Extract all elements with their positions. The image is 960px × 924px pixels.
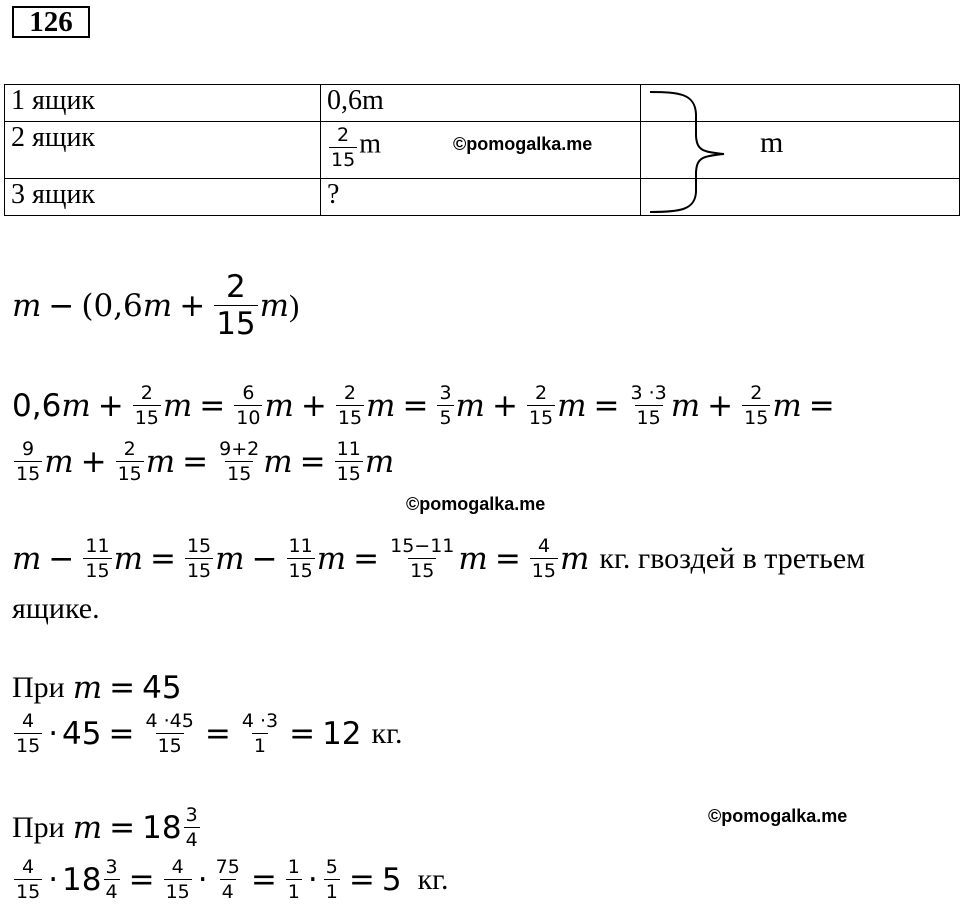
- denominator: 15: [85, 560, 110, 582]
- numerator: 4: [537, 535, 550, 557]
- var-m: m: [113, 541, 143, 577]
- numerator: 4: [22, 710, 35, 732]
- fraction: [217, 440, 261, 484]
- fraction: [164, 858, 192, 902]
- equals-sign: =: [250, 862, 277, 898]
- equals-sign: =: [199, 388, 226, 424]
- var-m: m: [61, 388, 91, 424]
- numerator: 3 ·3: [630, 382, 667, 404]
- table-cell-label: 3 ящик: [5, 179, 321, 216]
- denominator: 15: [16, 463, 41, 485]
- fraction: [214, 858, 242, 902]
- fraction: [143, 712, 195, 756]
- fraction: [234, 384, 262, 428]
- numerator: 9+2: [219, 438, 260, 460]
- calc-line-2: [12, 440, 394, 484]
- whole-part: 18: [62, 862, 102, 898]
- numerator: 75: [215, 856, 240, 878]
- table-cell-value: ?: [321, 179, 641, 216]
- fraction: [335, 440, 363, 484]
- fraction: [336, 384, 364, 428]
- case-label: При: [12, 671, 65, 704]
- var-m: m: [44, 444, 74, 480]
- minus-sign: −: [48, 288, 75, 324]
- numerator: 4: [22, 856, 35, 878]
- table-row: [5, 122, 960, 179]
- equals-sign: =: [289, 716, 316, 752]
- denominator: 15: [531, 560, 556, 582]
- equals-sign: =: [299, 444, 326, 480]
- table-cell-label: 1 ящик: [5, 85, 321, 122]
- var-m: m: [458, 541, 488, 577]
- numerator: 3: [185, 804, 198, 826]
- problem-number: 126: [12, 6, 90, 38]
- equals-sign: =: [109, 810, 136, 846]
- fraction: [14, 712, 42, 756]
- value-suffix: m: [359, 128, 381, 160]
- dot-sign: ·: [48, 862, 59, 898]
- numerator: 11: [288, 535, 313, 557]
- equals-sign: =: [109, 670, 136, 706]
- table-cell-label: 2 ящик: [5, 122, 321, 179]
- fraction: [14, 440, 42, 484]
- result-text-continued: ящике.: [12, 592, 100, 625]
- var-m: m: [12, 541, 42, 577]
- numerator: 3: [105, 856, 118, 878]
- denominator: 15: [288, 560, 313, 582]
- numerator: 15: [186, 535, 212, 557]
- var-m: m: [772, 388, 802, 424]
- table-row: [5, 179, 960, 216]
- numerator: 6: [242, 382, 255, 404]
- denominator: 5: [439, 407, 452, 429]
- unit: кг.: [417, 863, 449, 896]
- numerator: 4 ·3: [241, 710, 279, 732]
- table-cell-empty: [641, 179, 960, 216]
- var-m: m: [72, 810, 103, 846]
- var-m: m: [162, 388, 193, 424]
- table-cell-empty: [641, 85, 960, 122]
- case2-condition: [12, 806, 202, 850]
- result-line: [12, 537, 865, 581]
- denominator: 15: [16, 735, 41, 757]
- denominator: 10: [236, 407, 261, 429]
- case1-calc: [12, 712, 403, 756]
- denominator: 15: [636, 407, 661, 429]
- term: 0,6: [12, 388, 62, 424]
- denominator: 4: [221, 881, 234, 903]
- plus-sign: +: [97, 388, 124, 424]
- case2-calc: [12, 858, 449, 902]
- fraction: [388, 537, 456, 581]
- mixed-number: [62, 858, 122, 902]
- numerator: 11: [85, 535, 110, 557]
- minus-sign: −: [48, 541, 75, 577]
- value: 45: [142, 670, 182, 706]
- var-m: m: [259, 288, 290, 324]
- numerator: 2: [750, 382, 763, 404]
- table-cell-value: 0,6m: [321, 85, 641, 122]
- watermark: ©pomogalka.me: [708, 806, 848, 826]
- equals-sign: =: [204, 716, 231, 752]
- var-m: m: [72, 670, 103, 706]
- denominator: 15: [337, 407, 363, 429]
- numerator: 3: [439, 382, 452, 404]
- denominator: 15: [16, 881, 41, 903]
- fraction: [116, 440, 144, 484]
- fraction: [83, 537, 111, 581]
- equals-sign: =: [182, 444, 209, 480]
- case-label: При: [12, 811, 65, 844]
- numerator: 2: [343, 382, 356, 404]
- fraction: [104, 858, 120, 902]
- numerator: 4: [171, 856, 184, 878]
- expression-line: [12, 269, 300, 342]
- var-m: m: [670, 388, 701, 424]
- fraction: [629, 384, 669, 428]
- equals-sign: =: [108, 716, 135, 752]
- equals-sign: =: [348, 862, 375, 898]
- equals-sign: =: [128, 862, 155, 898]
- var-m: m: [145, 444, 176, 480]
- fraction: [214, 269, 257, 342]
- equals-sign: =: [149, 541, 176, 577]
- plus-sign: +: [491, 388, 518, 424]
- var-m: m: [264, 388, 294, 424]
- watermark: ©pomogalka.me: [406, 494, 546, 514]
- numerator: 4 ·45: [145, 710, 194, 732]
- var-m: m: [12, 288, 42, 324]
- close-paren: ): [289, 288, 300, 323]
- numerator: 2: [534, 382, 548, 404]
- fraction: [437, 384, 453, 428]
- numerator: 2: [123, 438, 136, 460]
- denominator: 15: [186, 560, 212, 582]
- fraction: [287, 537, 315, 581]
- calc-line-1: [12, 384, 842, 428]
- minus-sign: −: [251, 541, 278, 577]
- table-cell-value: [321, 122, 641, 179]
- denominator: 15: [744, 407, 769, 429]
- var-m: m: [455, 388, 485, 424]
- denominator: 15: [157, 735, 182, 757]
- fraction: [240, 712, 280, 756]
- var-m: m: [559, 541, 590, 577]
- plus-sign: +: [179, 288, 206, 324]
- plus-sign: +: [80, 444, 107, 480]
- fraction: [185, 537, 213, 581]
- denominator: 4: [105, 881, 118, 903]
- numerator: 2: [337, 124, 350, 146]
- value: 45: [62, 716, 102, 752]
- var-m: m: [263, 444, 293, 480]
- equals-sign: =: [402, 388, 429, 424]
- fraction: [286, 858, 302, 902]
- numerator: 2: [226, 269, 246, 305]
- denominator: 15: [216, 306, 256, 342]
- equals-sign: =: [353, 541, 380, 577]
- denominator: 15: [227, 463, 252, 485]
- fraction: [324, 858, 340, 902]
- denominator: 15: [331, 149, 356, 171]
- var-m: m: [215, 541, 245, 577]
- var-m: m: [142, 288, 173, 324]
- dot-sign: ·: [307, 862, 318, 898]
- denominator: 15: [410, 560, 435, 582]
- unit: кг.: [371, 717, 403, 750]
- answer: 12: [322, 716, 362, 752]
- term: (0,6: [81, 288, 143, 324]
- denominator: 15: [134, 407, 159, 429]
- fraction: [329, 126, 357, 170]
- equals-sign: =: [593, 388, 620, 424]
- plus-sign: +: [300, 388, 327, 424]
- fraction: [742, 384, 770, 428]
- result-text: кг. гвоздей в третьем: [599, 542, 866, 575]
- fraction: [184, 806, 200, 850]
- var-m: m: [366, 388, 396, 424]
- var-m: m: [557, 388, 587, 424]
- var-m: m: [316, 541, 347, 577]
- numerator: 11: [336, 438, 361, 460]
- equals-sign: =: [808, 388, 835, 424]
- numerator: 9: [22, 438, 35, 460]
- numerator: 1: [287, 856, 300, 878]
- mixed-number: [142, 806, 202, 850]
- numerator: 5: [325, 856, 338, 878]
- denominator: 15: [336, 463, 361, 485]
- denominator: 1: [253, 735, 266, 757]
- dot-sign: ·: [197, 862, 208, 898]
- denominator: 15: [117, 463, 142, 485]
- fraction: [530, 537, 558, 581]
- numerator: 2: [140, 382, 153, 404]
- boxes-table: [4, 84, 960, 216]
- dot-sign: ·: [48, 716, 59, 752]
- fraction: [133, 384, 161, 428]
- fraction: [527, 384, 555, 428]
- whole-part: 18: [142, 810, 182, 846]
- total-label: m: [760, 126, 784, 159]
- denominator: 15: [528, 407, 554, 429]
- denominator: 4: [185, 829, 198, 851]
- plus-sign: +: [707, 388, 734, 424]
- denominator: 1: [287, 881, 300, 903]
- table-cell-empty: [641, 122, 960, 179]
- fraction: [14, 858, 42, 902]
- denominator: 15: [165, 881, 190, 903]
- watermark: ©pomogalka.me: [453, 134, 593, 154]
- equals-sign: =: [494, 541, 521, 577]
- table-row: [5, 85, 960, 122]
- denominator: 1: [325, 881, 338, 903]
- numerator: 15−11: [390, 535, 455, 557]
- answer: 5: [381, 862, 402, 898]
- case1-condition: [12, 670, 182, 706]
- var-m: m: [364, 444, 395, 480]
